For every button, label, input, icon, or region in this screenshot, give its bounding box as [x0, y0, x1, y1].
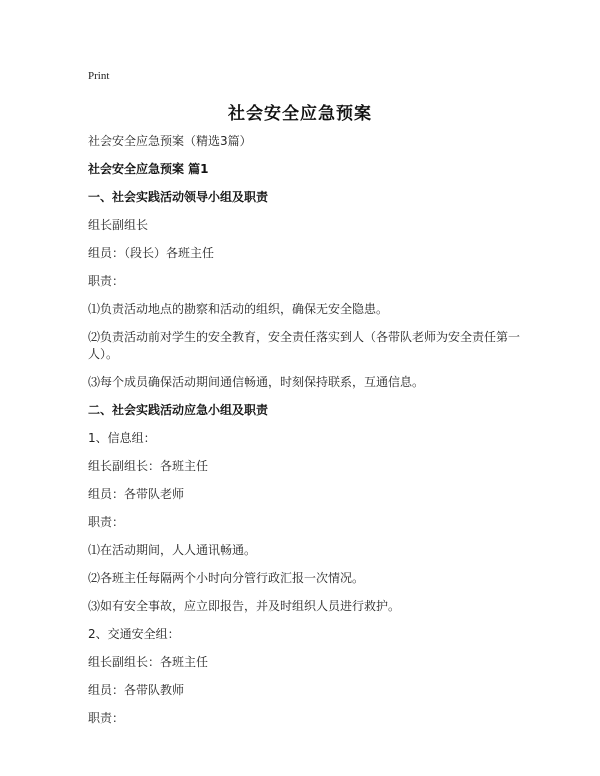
body-paragraph: 职责： [88, 711, 125, 725]
section-heading: 一、社会实践活动领导小组及职责 [88, 190, 269, 204]
body-paragraph: ⑶如有安全事故，应立即报告，并及时组织人员进行救护。 [88, 599, 401, 613]
body-paragraph: 组员：各带队教师 [88, 683, 185, 697]
page-title: 社会安全应急预案 [228, 104, 372, 124]
body-paragraph: 职责： [88, 274, 125, 288]
body-paragraph: 职责： [88, 515, 125, 529]
body-paragraph: 组长副组长 [88, 218, 149, 232]
body-paragraph: 2、交通安全组： [88, 627, 180, 641]
body-paragraph: ⑴在活动期间，人人通讯畅通。 [88, 543, 257, 557]
print-label: Print [88, 70, 110, 82]
body-paragraph: 组长副组长：各班主任 [88, 655, 209, 669]
body-paragraph: ⑵各班主任每隔两个小时向分管行政汇报一次情况。 [88, 571, 365, 585]
body-paragraph: 组长副组长：各班主任 [88, 459, 209, 473]
body-paragraph: 组员：各带队老师 [88, 487, 185, 501]
section-heading: 社会安全应急预案 篇1 [88, 162, 209, 176]
body-paragraph: ⑵负责活动前对学生的安全教育，安全责任落实到人（各带队老师为安全责任第一人）。 [88, 330, 521, 361]
body-paragraph: 1、信息组： [88, 431, 156, 445]
body-paragraph: 组员：（段长）各班主任 [88, 246, 215, 260]
body-paragraph: ⑶每个成员确保活动期间通信畅通，时刻保持联系，互通信息。 [88, 375, 425, 389]
section-heading: 二、社会实践活动应急小组及职责 [88, 403, 269, 417]
body-paragraph: ⑴负责活动地点的勘察和活动的组织，确保无安全隐患。 [88, 302, 389, 316]
document-body [88, 133, 528, 738]
body-paragraph: 社会安全应急预案（精选3篇） [88, 134, 252, 148]
